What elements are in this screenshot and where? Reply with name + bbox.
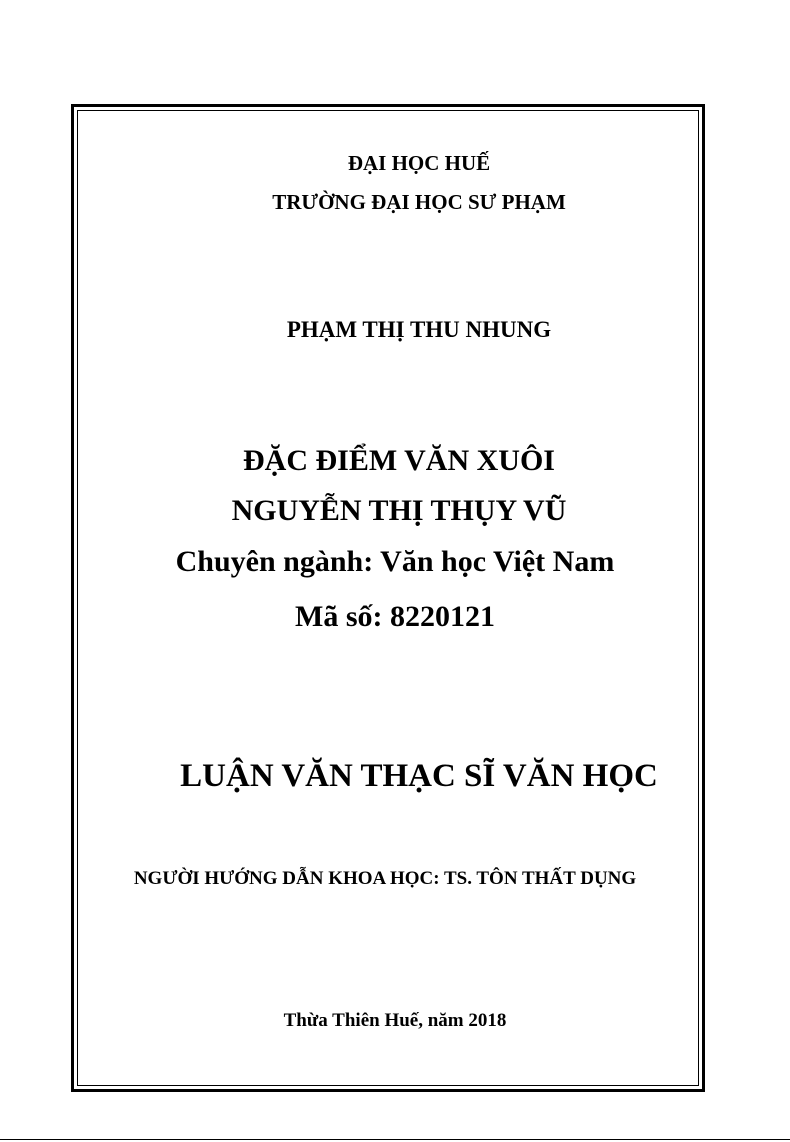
cover-border-inner bbox=[77, 110, 699, 1086]
degree-title: LUẬN VĂN THẠC SĨ VĂN HỌC bbox=[180, 758, 658, 794]
author-name: PHẠM THỊ THU NHUNG bbox=[286, 317, 552, 342]
major-label: Chuyên ngành: Văn học Việt Nam bbox=[175, 545, 615, 578]
thesis-title-line2: NGUYỄN THỊ THỤY VŨ bbox=[231, 494, 567, 527]
advisor-line: NGƯỜI HƯỚNG DẪN KHOA HỌC: TS. TÔN THẤT DỤNG bbox=[133, 868, 637, 889]
university-name: ĐẠI HỌC HUẾ bbox=[347, 151, 491, 175]
school-name: TRƯỜNG ĐẠI HỌC SƯ PHẠM bbox=[272, 190, 566, 214]
code-label: Mã số: 8220121 bbox=[295, 600, 495, 633]
page-bottom-rule bbox=[0, 1139, 790, 1140]
place-date: Thừa Thiên Huế, năm 2018 bbox=[283, 1010, 507, 1031]
thesis-title-line1: ĐẶC ĐIỂM VĂN XUÔI bbox=[243, 444, 555, 477]
